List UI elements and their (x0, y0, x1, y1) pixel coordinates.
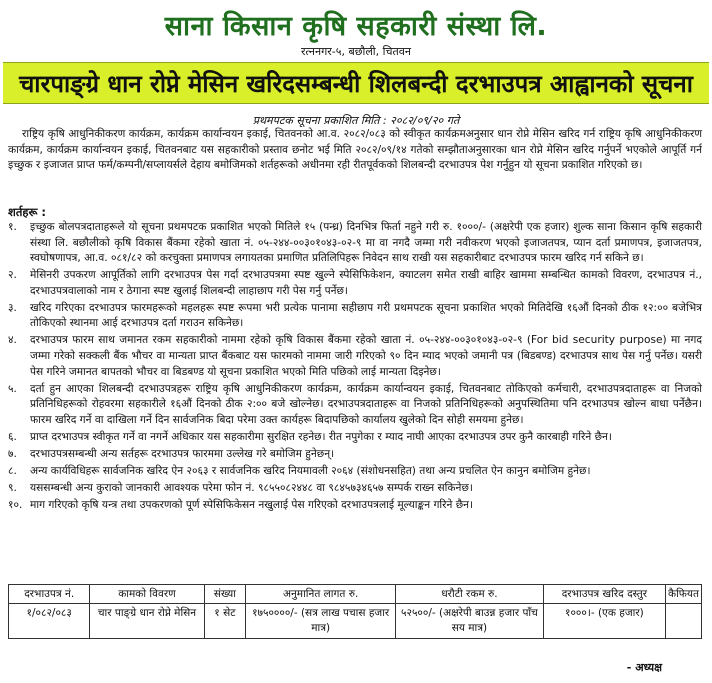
condition-item (8, 301, 702, 332)
condition-number: ९. (8, 481, 17, 494)
condition-item (8, 220, 702, 267)
signature-chairperson: - अध्यक्ष (626, 661, 662, 674)
condition-text: मेसिनरी उपकरण आपूर्तिको लागि दरभाउपत्र पेस गर्दा दरभाउपत्रमा स्पष्ट खुल्ने स्पेसिफिकेशन, क्याटलग समेत राखी बाहिर खाममा सम्बन्धित कामको विवरण, दरभाउपत्र नं., दरभाउपत्रवालाको नाम र ठेगाना स्पष्ट खुलाई शिलबन्दी लाहाछाप गरी पेस गर्नु पर्नेछ। (30, 269, 702, 297)
bid-details-table (8, 584, 702, 639)
condition-text: खरिद गरिएका दरभाउपत्र फारमहरूको महलहरू स्पष्ट रूपमा भरी प्रत्येक पानामा सहीछाप गरी प्रथमपटक सूचना प्रकाशित भएको मितिदेखि १६औं दिनको ठीक १२:०० बजेभित्र तोकिएको स्थानमा आई दरभाउपत्र दर्ता गराउन सकिनेछ। (30, 301, 702, 330)
condition-text: अन्य कार्यविधिहरू सार्वजनिक खरिद ऐन २०६३ र सार्वजनिक खरिद नियमावली २०६४ (संशोधनसहित) तथा अन्य प्रचलित ऐन कानुन बमोजिम हुनेछ। (30, 464, 591, 477)
notice-title: चारपाङ्ग्रे धान रोप्ने मेसिन खरिदसम्बन्धी शिलबन्दी दरभाउपत्र आह्वानको सूचना (19, 69, 693, 98)
intro-paragraph: राष्ट्रिय कृषि आधुनिकीकरण कार्यक्रम, कार्यक्रम कार्यान्वयन इकाई, चितवनको आ.व. २०८२/०८३ को स्वीकृत कार्यक्रमअनुसार धान रोप्ने मेसिन खरिद गर्न राष्ट्रिय कृषि आधुनिकीकरण कार्यक्रम, कार्यक्रम कार्यान्वयन इकाई, चितवनबाट यस सहकारीको प्रस्ताव छनोट भई मिति २०८२/०९/१४ गतेको सम्झौताअनुसारका धान रोप्ने मेसिन खरिद गर्नुपर्ने भएकोले आपूर्ति गर्न इच्छुक र इजाजत प्राप्त फर्म/कम्पनी/सप्लायर्सले देहाय बमोजिमको शर्तहरूको अधीनमा रही रीतपूर्वकको शिलबन्दी दरभाउपत्र पेश गर्नुहुन यो सूचना प्रकाशित गरिएको छ। (8, 128, 702, 172)
column-header: कामको विवरण (90, 585, 204, 604)
condition-number: २. (8, 269, 17, 282)
condition-item (8, 481, 702, 497)
table-cell: १०००।- (एक हजार) (543, 604, 665, 639)
org-address: रत्ननगर-५, बछौली, चितवन (301, 45, 411, 58)
condition-number: ३. (8, 301, 17, 314)
condition-number: ४. (8, 334, 17, 347)
conditions-heading: शर्तहरू : (8, 205, 47, 219)
condition-number: ७. (8, 447, 17, 460)
condition-text: दरभाउपत्र फारम साथ जमानत रकम सहकारीको नाममा रहेको कृषि विकास बैंकमा रहेको खाता नं. ०५-२४४-००३०१०४३-०२-९ (For bid security purpose) मा नगद जम्मा गरेको सक्कली बैंक भौचर वा मान्यता प्राप्त बैंकबाट यस फारमको नाममा जारी गरिएको ९० दिन म्याद भएको जमानी पत्र (बिडबण्ड) दरभाउपत्र साथ पेस गर्नु पर्नेछ। यसरी पेस गरिने जमानत बापतको भौचर वा बिडबण्ड यो सूचना प्रकाशित भएको मिति पछिको लाई मान्यता दिइनेछ। (30, 334, 702, 378)
condition-number: १. (8, 221, 17, 233)
publication-date: प्रथमपटक सूचना प्रकाशित मिति : २०८२/०९/२० गते (252, 114, 460, 127)
condition-number: १०. (8, 498, 23, 511)
condition-number: ८. (8, 464, 17, 477)
condition-item (8, 430, 702, 446)
condition-item (8, 447, 702, 463)
table-cell: १७५००००/- (सत्र लाख पचास हजार मात्र) (246, 604, 396, 639)
condition-item (8, 268, 702, 299)
notice-title-banner (3, 62, 709, 104)
table-header-row (9, 585, 702, 604)
column-header: दरभाउपत्र नं. (9, 585, 90, 604)
table-cell: १/०८२/०८३ (9, 604, 90, 639)
condition-item (8, 498, 702, 514)
condition-text: दर्ता हुन आएका शिलबन्दी दरभाउपत्रहरू राष्ट्रिय कृषि आधुनिकीकरण कार्यक्रम, कार्यक्रम कार्यान्वयन इकाई, चितवनबाट तोकिएको कर्मचारी, दरभाउपत्रदाताहरू वा निजको प्रतिनिधिहरूको रोहवरमा सहकारीले १६औं दिनको ठीक २:०० बजे खोल्नेछ। दरभाउपत्रदाताहरू वा निजको प्रतिनिधिहरूको अनुपस्थितिमा पनि दरभाउपत्र खोल्न बाधा पर्नेछैन। फारम खरिद गर्ने वा दाखिला गर्ने दिन सार्वजनिक बिदा परेमा उक्त कार्यहरू बिदापछिको कार्यालय खुलेको दिन सोही समयमा हुनेछ। (30, 382, 702, 426)
table-cell: चार पाङ्ग्रे धान रोप्ने मेसिन (90, 604, 204, 639)
table-row (9, 604, 702, 639)
condition-text: प्राप्त दरभाउपत्र स्वीकृत गर्ने वा नगर्ने अधिकार यस सहकारीमा सुरक्षित रहनेछ। रीत नपुगेका र म्याद नाघी आएका दरभाउपत्र उपर कुनै कारबाही गरिने छैन। (30, 430, 612, 443)
condition-item (8, 464, 702, 480)
condition-text: यससम्बन्धी अन्य कुराको जानकारी आवश्यक परेमा फोन नं. ९८५५०८२४४८ वा ९८४५७३४६५७ सम्पर्क राख्न सकिनेछ। (30, 481, 473, 494)
condition-item (8, 333, 702, 380)
conditions-list (8, 220, 702, 515)
condition-item (8, 382, 702, 429)
condition-text: दरभाउपत्रसम्बन्धी अन्य सर्तहरू दरभाउपत्र फारममा उल्लेख गरे बमोजिम हुनेछन्। (30, 447, 335, 460)
column-header: कैफियत (665, 585, 701, 604)
condition-text: इच्छुक बोलपत्रदाताहरूले यो सूचना प्रथमपटक प्रकाशित भएको मितिले १५ (पन्ध्र) दिनभित्र फिर्ता नहुने गरी रु. १०००/- (अक्षरेपी एक हजार) शुल्क साना किसान कृषि सहकारी संस्था लि. बछौलीको कृषि विकास बैंकमा रहेको खाता नं. ०५-२४४-००३०१०४३-०२-९ मा वा नगदै जम्मा गरी नवीकरण भएको इजाजतपत्र, प्यान दर्ता प्रमाणपत्र, इजाजतपत्र, स्वघोषणापत्र, आ.व. ०८१/८२ को करचुक्ता प्रमाणपत्र लगायतका प्रमाणित प्रतिलिपिहरू निवेदन साथ राखी यस सहकारीबाट दरभाउपत्र फारम खरिद गर्न सकिने छ। (30, 221, 702, 265)
column-header: दरभाउपत्र खरिद दस्तुर (543, 585, 665, 604)
table-cell (665, 604, 701, 639)
org-name: साना किसान कृषि सहकारी संस्था लि. (164, 11, 548, 42)
column-header: धरौटी रकम रु. (396, 585, 544, 604)
column-header: संख्या (204, 585, 246, 604)
column-header: अनुमानित लागत रु. (246, 585, 396, 604)
table-cell: १ सेट (204, 604, 246, 639)
table-cell: ५२५००/- (अक्षरेपी बाउन्न हजार पाँच सय मात्र) (396, 604, 544, 639)
condition-number: ५. (8, 382, 17, 395)
condition-number: ६. (8, 430, 17, 443)
condition-text: माग गरिएको कृषि यन्त्र तथा उपकरणको पूर्ण स्पेसिफिकेसन नखुलाई पेस गरिएको दरभाउपत्रलाई मूल्याङ्कन गरिने छैन। (30, 498, 474, 511)
